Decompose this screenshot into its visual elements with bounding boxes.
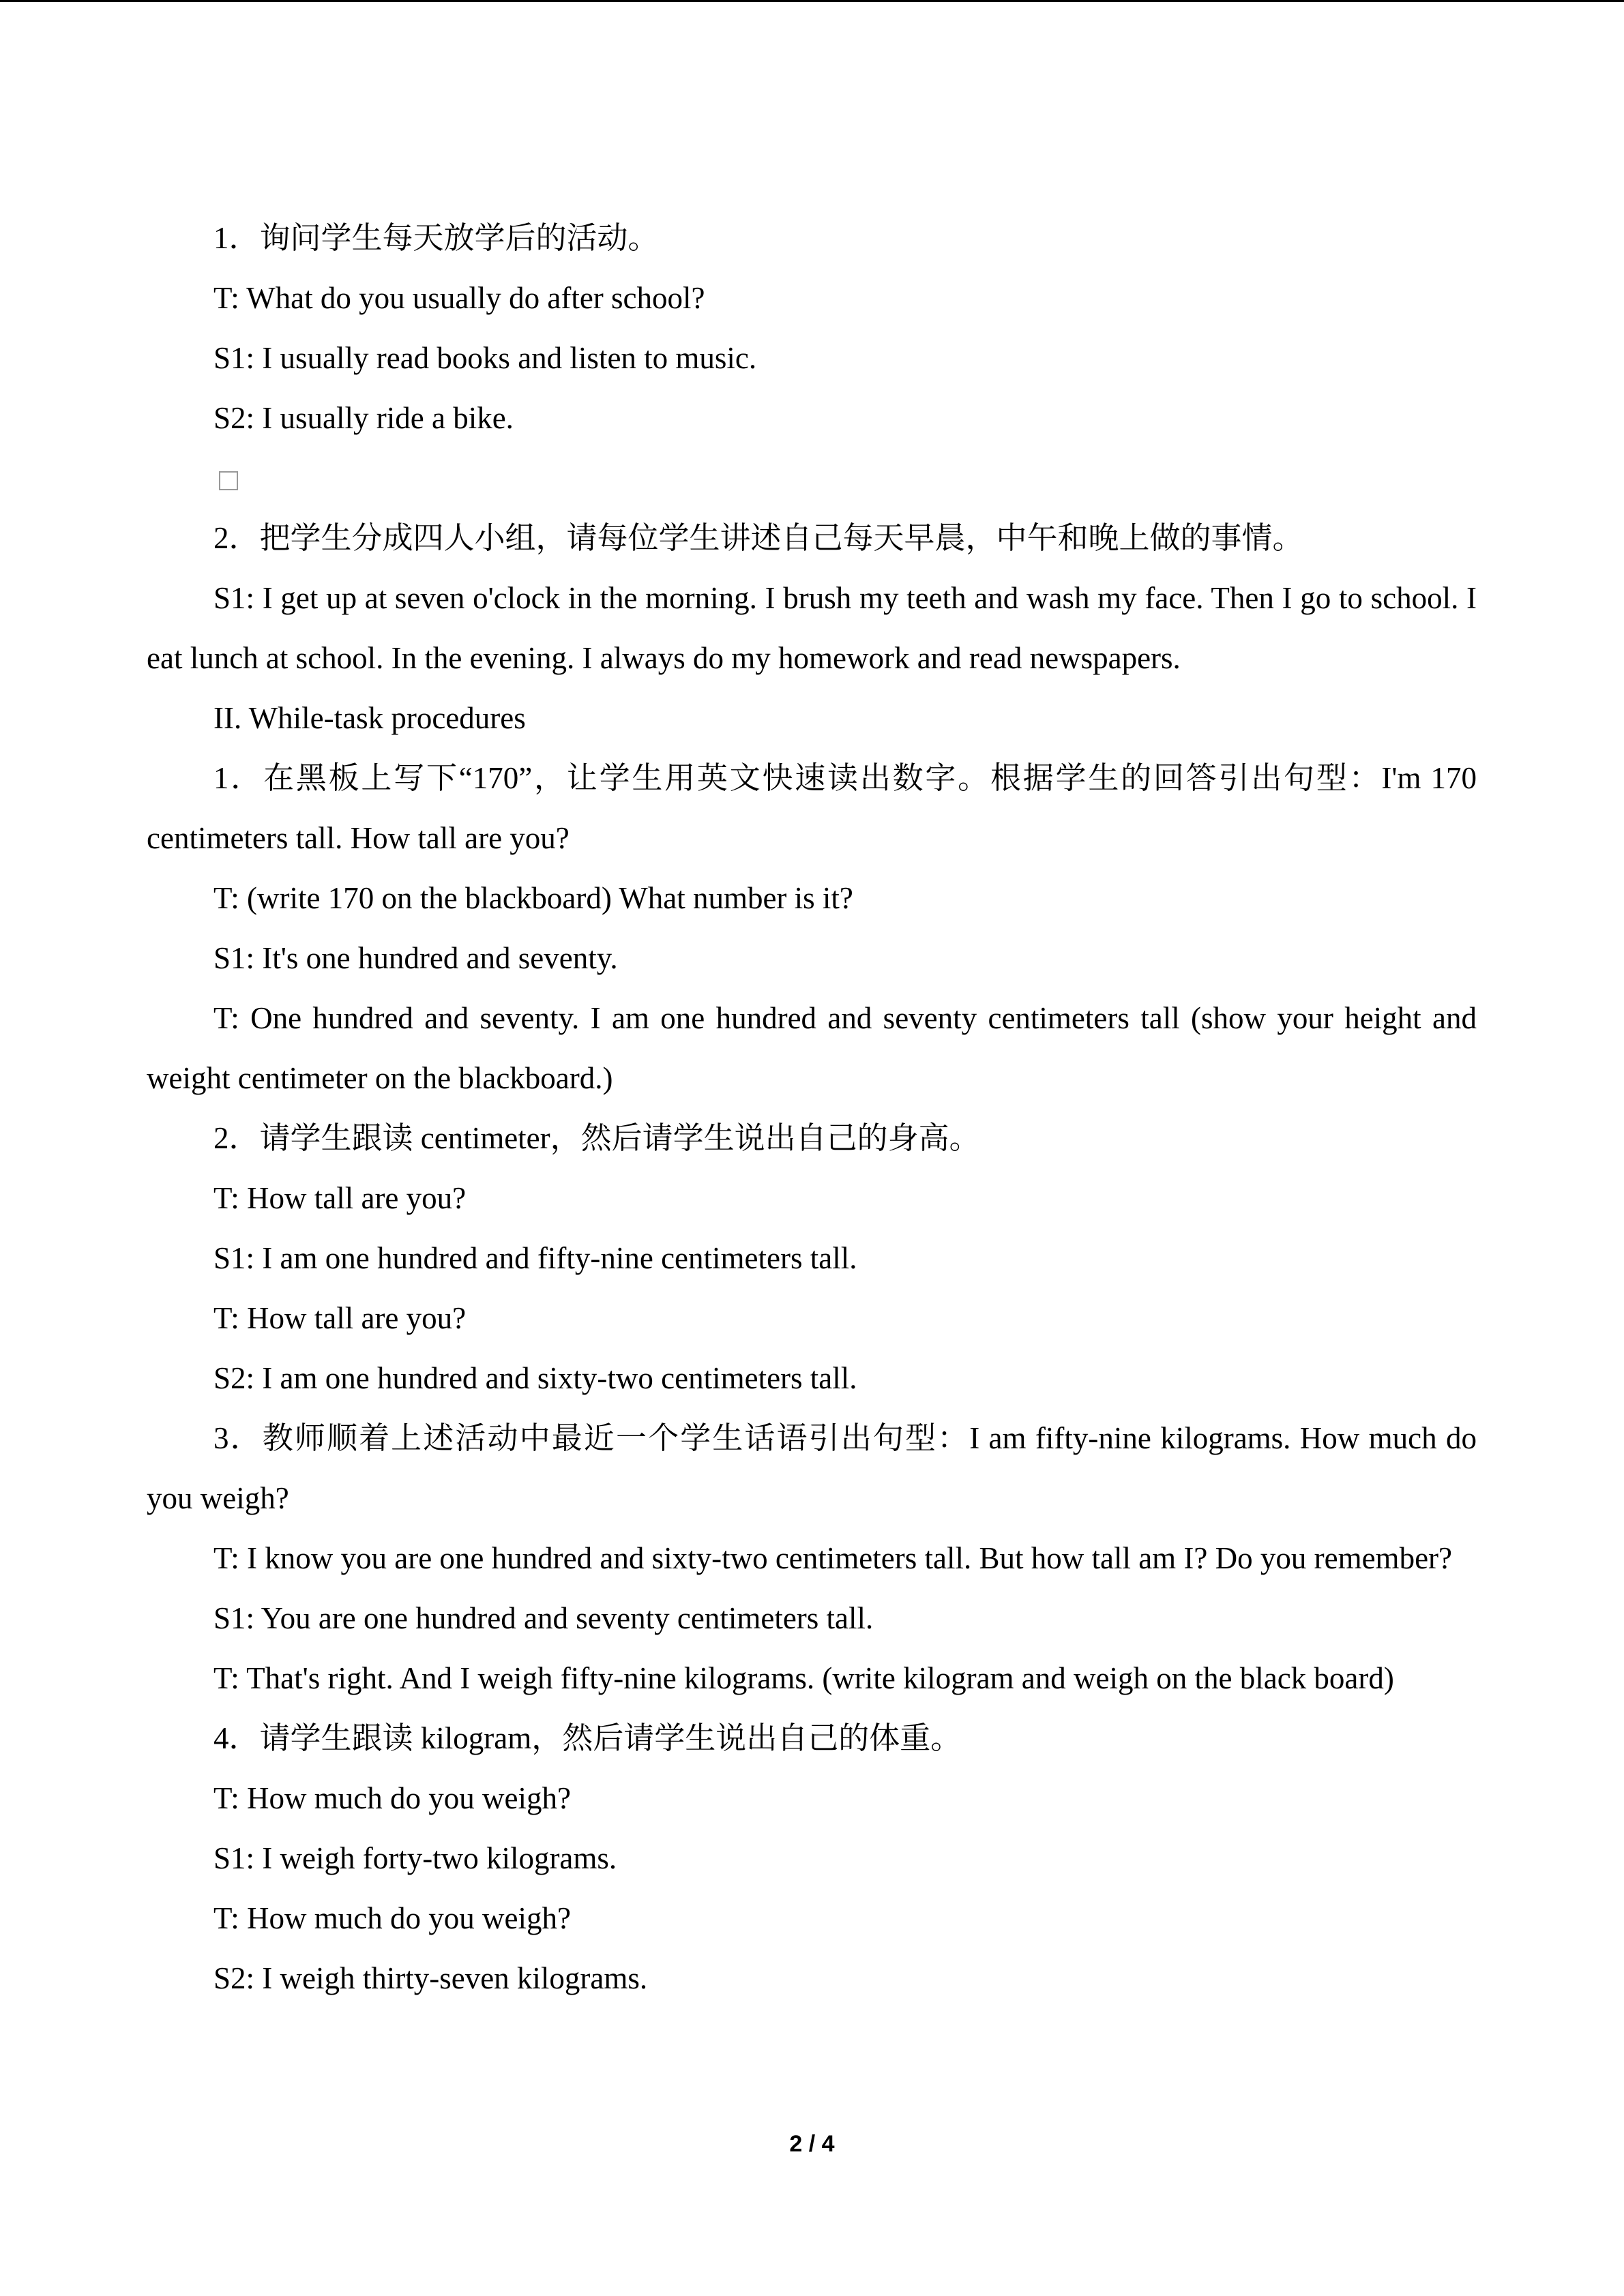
dialogue-line: S2: I usually ride a bike. xyxy=(213,401,514,435)
dialogue-line: T: One hundred and seventy. I am one hundred and seventy centimeters tall (show your height and weight centimeter on the blackboard.) xyxy=(147,1001,1477,1095)
section-heading: II. While-task procedures xyxy=(213,701,526,735)
dialogue-line: T: That's right. And I weigh fifty-nine kilograms. (write kilogram and weigh on the black board) xyxy=(213,1661,1394,1695)
paragraph-activity-2: 2．把学生分成四人小组，请每位学生讲述自己每天早晨，中午和晚上做的事情。 xyxy=(213,521,1303,555)
paragraph-step-3: 3．教师顺着上述活动中最近一个学生话语引出句型：I am fifty-nine kilograms. How much do you weigh? xyxy=(147,1421,1477,1515)
dialogue-line: T: How tall are you? xyxy=(213,1301,467,1335)
dialogue-line: S1: It's one hundred and seventy. xyxy=(213,941,618,975)
dialogue-line: T: I know you are one hundred and sixty-two centimeters tall. But how tall am I? Do you remember? xyxy=(213,1541,1452,1575)
paragraph-activity-1: 1．询问学生每天放学后的活动。 xyxy=(213,221,659,255)
dialogue-line: S2: I weigh thirty-seven kilograms. xyxy=(213,1961,648,1995)
dialogue-line: T: What do you usually do after school? xyxy=(213,281,705,315)
paragraph-step-4: 4．请学生跟读 kilogram，然后请学生说出自己的体重。 xyxy=(213,1721,962,1755)
dialogue-line: S2: I am one hundred and sixty-two centimeters tall. xyxy=(213,1361,857,1395)
paragraph-step-1: 1．在黑板上写下“170”，让学生用英文快速读出数字。根据学生的回答引出句型：I'm 170 centimeters tall. How tall are you? xyxy=(147,761,1477,855)
empty-box-icon xyxy=(219,471,238,490)
document-body xyxy=(147,208,1477,2008)
page-number: 2 / 4 xyxy=(789,2131,835,2157)
dialogue-line: S1: I usually read books and listen to music. xyxy=(213,341,757,375)
dialogue-line: S1: You are one hundred and seventy centimeters tall. xyxy=(213,1601,874,1635)
checkbox-line xyxy=(147,448,1477,508)
dialogue-line: T: (write 170 on the blackboard) What number is it? xyxy=(213,881,853,915)
dialogue-line: S1: I get up at seven o'clock in the morning. I brush my teeth and wash my face. Then I go to school. I eat lunch at school. In the evening. I always do my homework and read newspapers. xyxy=(147,581,1477,675)
dialogue-line: T: How much do you weigh? xyxy=(213,1901,571,1935)
dialogue-line: T: How much do you weigh? xyxy=(213,1781,571,1815)
dialogue-line: S1: I weigh forty-two kilograms. xyxy=(213,1841,617,1875)
dialogue-line: S1: I am one hundred and fifty-nine centimeters tall. xyxy=(213,1241,857,1275)
paragraph-step-2: 2．请学生跟读 centimeter，然后请学生说出自己的身高。 xyxy=(213,1121,980,1155)
dialogue-line: T: How tall are you? xyxy=(213,1181,467,1215)
